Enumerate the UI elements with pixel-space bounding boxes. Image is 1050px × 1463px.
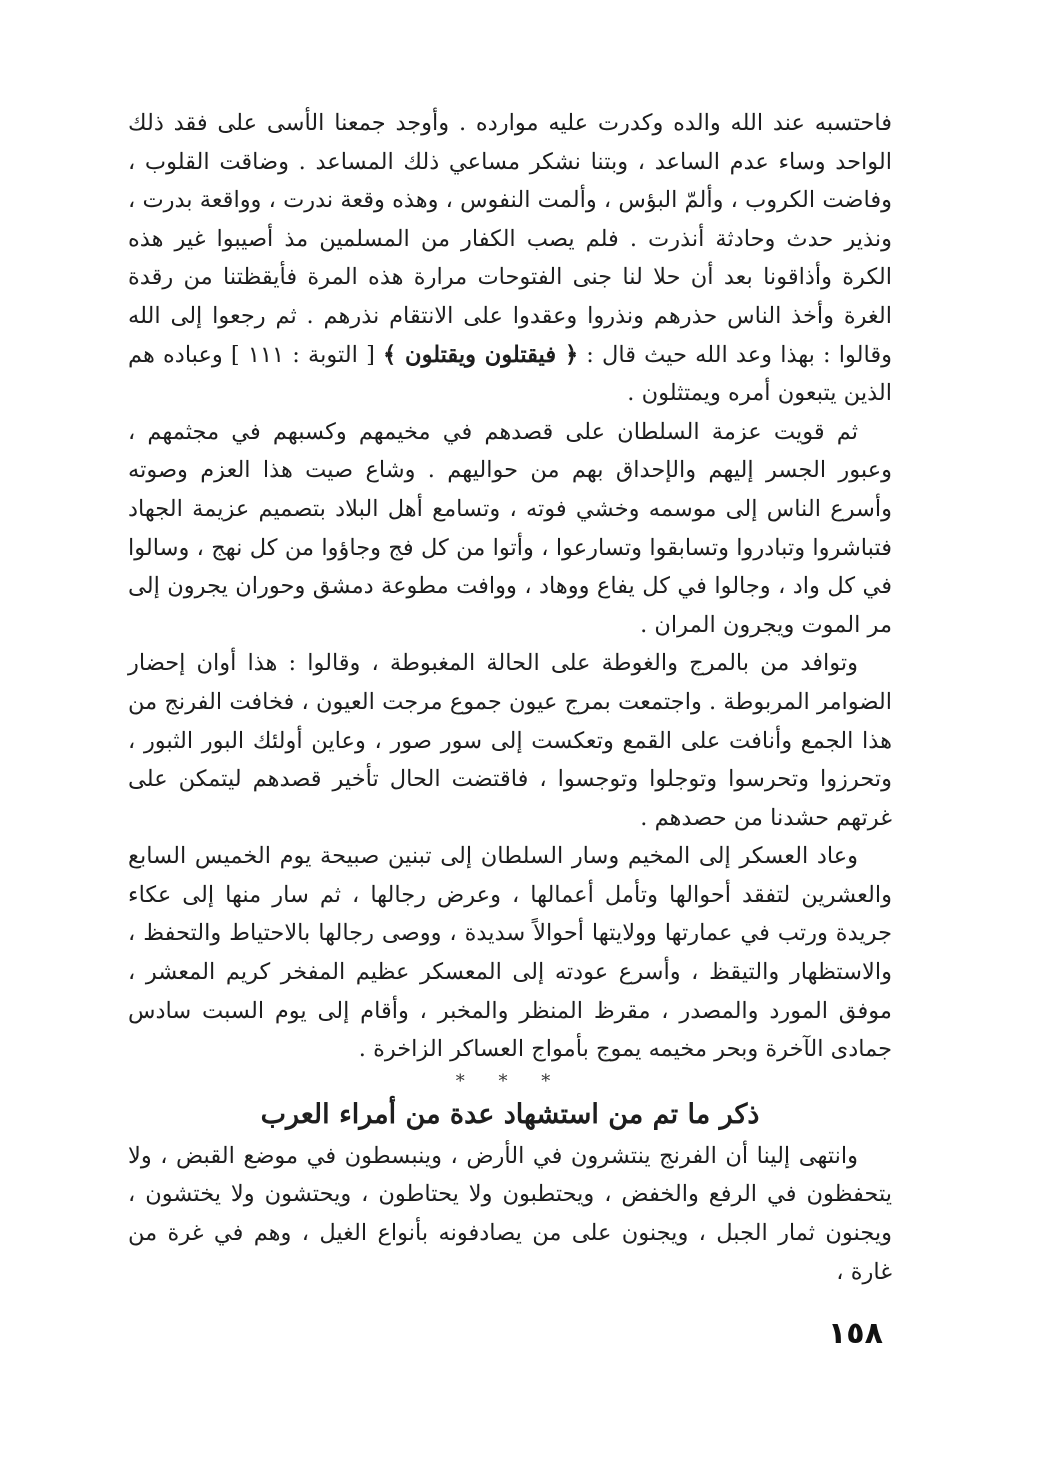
paragraph-1-text: فاحتسبه عند الله والده وكدرت عليه موارده . وأوجد جمعنا الأسى على فقد ذلك الواحد وساء عدم الساعد ، وبتنا نشكر مساعي ذلك المساعد . وضاقت القلوب ، وفاضت الكروب ، وألمّ البؤس ، وألمت النفوس ، وهذه وقعة ندرت ، وواقعة بدرت ، ونذير حدث وحادثة أنذرت . فلم يصب الكفار من المسلمين مذ أصيبوا غير هذه الكرة وأذاقونا بعد أن حلا لنا جنى الفتوحات مرارة هذه المرة فأيقظتنا من رقدة الغرة وأخذ الناس حذرهم ونذروا وعقدوا على الانتقام نذرهم . ثم رجعوا إلى الله وقالوا : بهذا وعد الله حيث قال :	[128, 110, 893, 368]
section-heading: ذكر ما تم من استشهاد عدة من أمراء العرب	[260, 1098, 760, 1130]
section-paragraph: وانتهى إلينا أن الفرنج ينتشرون في الأرض ، وينبسطون في موضع القبض ، ولا يتحفظون في الرفع والخفض ، ويحتطبون ولا يحتاطون ، ويحتشون ولا يختشون ، ويجنون ثمار الجبل ، ويجنون على من يصادفونه بأنواع الغيل ، وهم في غرة من غارة ،	[128, 1142, 892, 1285]
section-separator: * * *	[455, 1070, 565, 1092]
page-body	[128, 104, 892, 1291]
page-number: ١٥٨	[828, 1316, 883, 1351]
paragraph-2: ثم قويت عزمة السلطان على قصدهم في مخيمهم وكسبهم في مجثمهم ، وعبور الجسر إليهم والإحداق بهم من حواليهم . وشاع صيت هذا العزم وصوته وأسرع الناس إلى موسمه وخشي فوته ، وتسامع أهل البلاد بتصميم عزيمة الجهاد فتباشروا وتبادروا وتسابقوا وتسارعوا ، وأتوا من كل فج وجاؤوا من كل نهج ، وسالوا في كل واد ، وجالوا في كل يفاع ووهاد ، ووافت مطوعة دمشق وحوران يجرون إلى مر الموت ويجرون المران .	[128, 418, 892, 638]
paragraph-1	[128, 104, 892, 413]
paragraph-3: وتوافد من بالمرج والغوطة على الحالة المغبوطة ، وقالوا : هذا أوان إحضار الضوامر المربوطة . واجتمعت بمرج عيون جموع مرجت العيون ، فخافت الفرنج من هذا الجمع وأنافت على القمع وتعكست إلى سور صور ، وعاين أولئك البور الثبور ، وتحرزوا وتحرسوا وتوجلوا وتوجسوا ، فاقتضت الحال تأخير قصدهم ليتمكن على غرتهم حشدنا من حصدهم .	[128, 650, 892, 831]
quran-verse: ﴿ فيقتلون ويقتلون ﴾	[383, 341, 579, 368]
paragraph-1-text-end: [ التوبة : ١١١ ] وعباده هم الذين يتبعون أمره ويمتثلون .	[128, 341, 892, 407]
paragraph-4: وعاد العسكر إلى المخيم وسار السلطان إلى تبنين صبيحة يوم الخميس السابع والعشرين لتفقد أحوالها وتأمل أعمالها ، وعرض رجالها ، ثم سار منها إلى عكاء جريدة ورتب في عمارتها وولايتها أحوالاً سديدة ، ووصى رجالها بالاحتياط والتحفظ ، والاستظهار والتيقظ ، وأسرع عودته إلى المعسكر عظيم المفخر كريم المعشر ، موفق المورد والمصدر ، مقرظ المنظر والمخبر ، وأقام إلى يوم السبت سادس جمادى الآخرة وبحر مخيمه يموج بأمواج العساكر الزاخرة .	[128, 843, 892, 1063]
